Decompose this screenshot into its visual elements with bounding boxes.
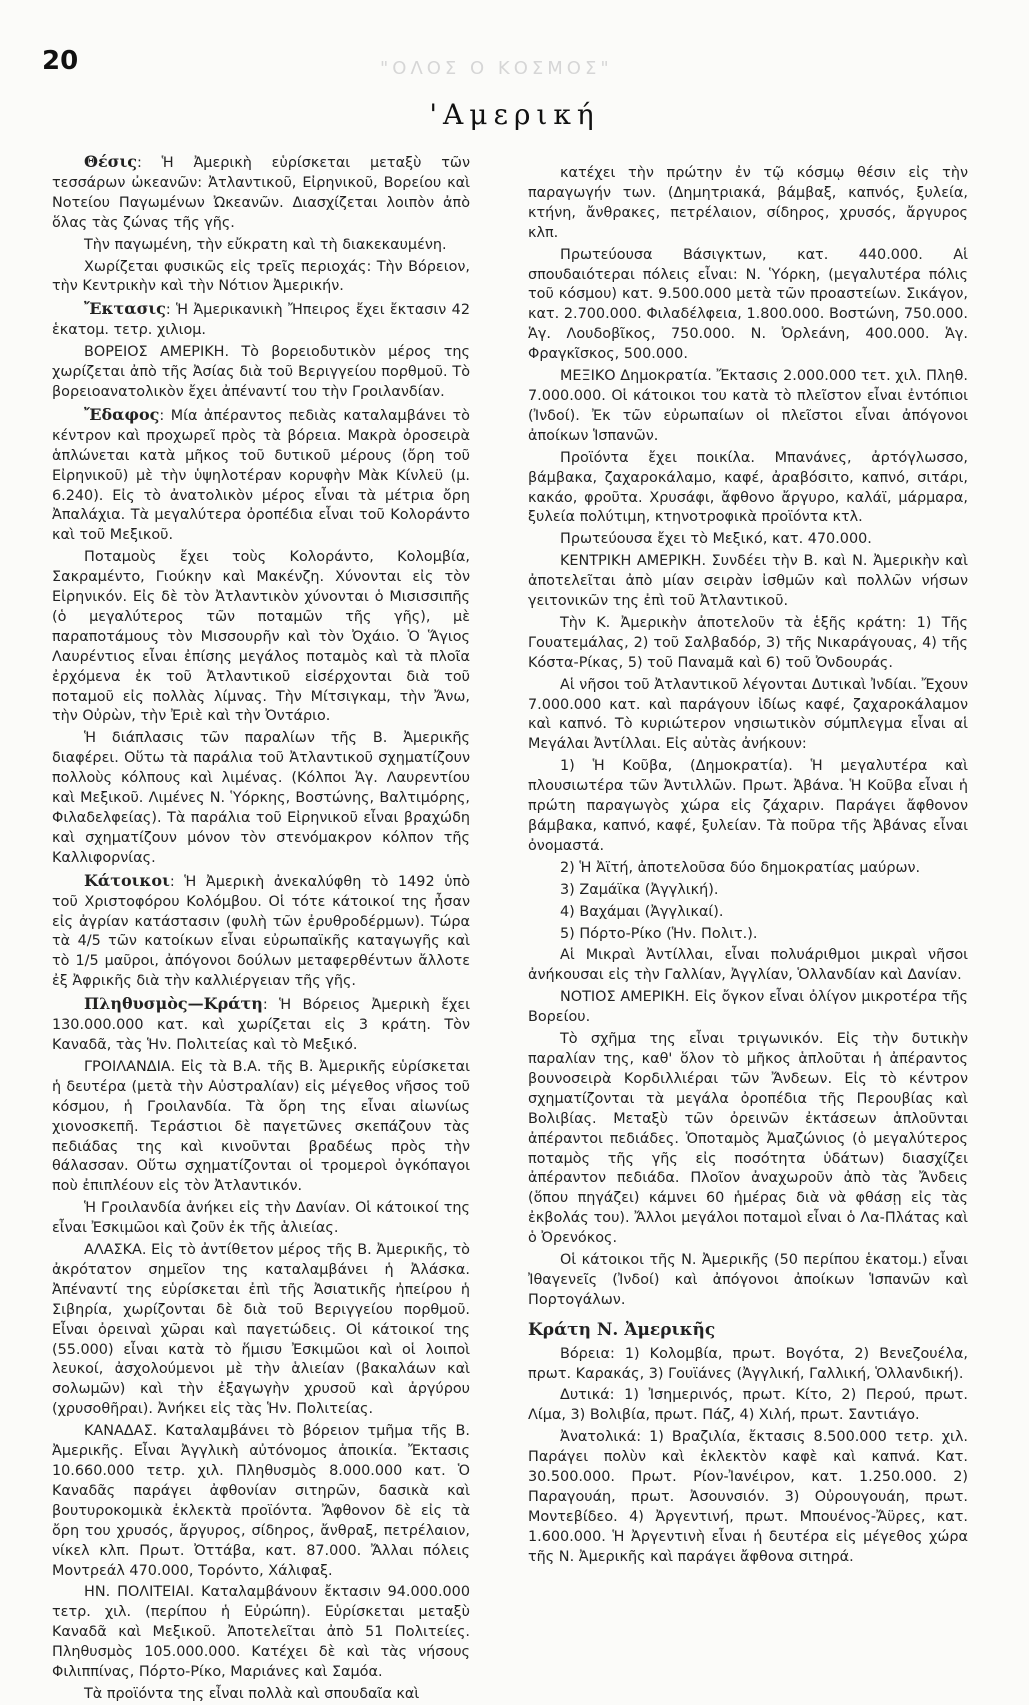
paragraph-text: Βόρεια: 1) Κολομβία, πρωτ. Βογότα, 2) Βενεζουέλα, πρωτ. Καρακάς, 3) Γουϊάνες (Ἀγγλική, Γαλλική, Ὁλλανδική). [528,1345,968,1382]
paragraph-lead: Ἔκτασις [84,299,166,319]
paragraph [528,552,968,612]
section-heading: Κράτη Ν. Ἀμερικῆς [528,1319,716,1340]
paragraph-text: Προϊόντα ἔχει ποικίλα. Μπανάνες, ἀρτόγλωσσο, βάμβακα, ζαχαροκάλαμο, καφέ, ἀραβόσιτο, καπνό, σιτάρι, κακάο, φροῦτα. Χρυσάφι, ἄφθονο ἄργυρο, καλάϊ, μάρμαρα, ξυλεία πολύτιμη, κτηνοτροφικὰ προϊόντα κτλ. [528,449,968,526]
right-column [528,164,968,1568]
paragraph [52,258,470,298]
page-title: 'Αμερική [429,98,600,131]
paragraph [52,152,470,234]
paragraph-text: 4) Βαχάμαι (Ἀγγλικαί). [560,903,724,920]
paragraph-text: ΚΑΝΑΔΑΣ. Καταλαμβάνει τὸ βόρειον τμῆμα τῆς Β. Ἀμερικῆς. Εἶναι Ἀγγλικὴ αὐτόνομος ἀποικία. Ἔκτασις 10.660.000 τετρ. χιλ. Πληθυσμὸς 8.000.000 κατ. Ὁ Καναδᾶς παράγει ἀφθονίαν σιτηρῶν, δασικὰ καὶ βουτυροκομικὰ ἐκλεκτὰ προϊόντα. Ἄφθονον δὲ εἰς τὰ ὄρη του χρυσός, ἄργυρος, σίδηρος, ἄνθραξ, πετρέλαιον, νίκελ κλπ. Πρωτ. Ὀττάβα, κατ. 87.000. Ἄλλαι πόλεις Μοντρεάλ 470.000, Τορόντο, Χάλιφαξ. [52,1423,470,1579]
paragraph-text: Ἡ διάπλασις τῶν παραλίων τῆς Β. Ἀμερικῆς διαφέρει. Οὕτω τὰ παράλια τοῦ Ἀτλαντικοῦ σχηματίζουν πολλοὺς κόλπους καὶ λιμένας. (Κόλποι Ἁγ. Λαυρεντίου καὶ Μεξικοῦ. Λιμένες Ν. Ὑόρκης, Βοστώνης, Βαλτιμόρης, Φιλαδελφείας). Τὰ παράλια τοῦ Εἰρηνικοῦ εἶναι βραχώδη καὶ σχηματίζουν μόνον τὸν στενόμακρον κόλπον τῆς Καλλιφορνίας. [52,730,470,866]
paragraph-text: : Ἡ Ἀμερικὴ ἀνεκαλύφθη τὸ 1492 ὑπὸ τοῦ Χριστοφόρου Κολόμβου. Οἱ τότε κάτοικοί της ἦσαν εἰς ἀγρίαν κατάστασιν (φυλὴ τῶν ἐρυθροδέρμων). Τώρα τὰ 4/5 τῶν κατοίκων εἶναι εὐρωπαϊκῆς καταγωγῆς καὶ τὸ 1/5 μαῦροι, ἀπόγονοι δούλων μεταφερθέντων ἄλλοτε ἐξ Ἀφρικῆς διὰ τὴν καλλιέργειαν τῆς γῆς. [52,873,470,990]
paragraph-text: Ποταμοὺς ἔχει τοὺς Κολοράντο, Κολομβία, Σακραμέντο, Γιούκην καὶ Μακένζη. Χύνονται εἰς τὸν Εἰρηνικόν. Εἰς δὲ τὸν Ἀτλαντικὸν χύνονται ὁ Μισισσιπῆς (ὁ μεγαλύτερος τῶν ποταμῶν τῆς γῆς), μὲ παραποτάμους τὸν Μισσουρῆν καὶ τὸν Ὀχάιο. Ὁ Ἅγιος Λαυρέντιος εἶναι ἐπίσης μεγάλος ποταμὸς καὶ τὰ πλοῖα ἐρχόμενα ἐκ τοῦ Ἀτλαντικοῦ εἰσέρχονται διὰ τοῦ ποταμοῦ εἰς πολλὰς λίμνας. Τὴν Μίτσιγκαμ, τὴν Ἄνω, τὴν Οὐρὼν, τὴν Ἐριὲ καὶ τὴν Ὀντάριο. [52,549,470,725]
paragraph-lead: Θέσις [84,152,137,171]
paragraph-text: κατέχει τὴν πρώτην ἐν τῷ κόσμῳ θέσιν εἰς τὴν παραγωγήν των. (Δημητριακά, βάμβαξ, καπνός, ξυλεία, κτήνη, ἄνθρακες, πετρέλαιον, σίδηρος, χρυσός, ἄργυρος κλπ. [528,165,968,241]
paragraph [528,903,968,923]
paragraph-lead: Κάτοικοι [84,870,170,890]
paragraph [528,367,968,447]
paragraph [52,343,470,403]
paragraph [52,871,470,992]
paragraph-text: Τὸ σχῆμα της εἶναι τριγωνικόν. Εἰς τὴν δυτικὴν παραλίαν της, καθ' ὅλον τὸ μῆκος ἁπλοῦται ἡ ἀπέραντος βουνοσειρὰ Κορδιλλιέραι τῶν Ἄνδεων. Εἰς τὸ κέντρον σχηματίζονται τὰ μεγάλα ὀροπέδια τῆς Περουβίας καὶ Βολιβίας. Μεταξὺ τῶν ὀρεινῶν ἐκτάσεων ἁπλοῦνται ἀπέραντοι πεδιάδες. Ὁποταμὸς Ἀμαζώνιος (ὁ μεγαλύτερος ποταμὸς τῆς γῆς εἰς ποσότητα ὑδάτων) διασχίζει ἀπέραντον πεδιάδα. Πλοῖον ἀναχωροῦν ἀπὸ τὰς Ἄνδεις (ὅπου πηγάζει) κάμνει 60 ἡμέρας διὰ νὰ φθάσῃ εἰς τὰς ἐκβολάς του). Ἄλλοι μεγάλοι ποταμοὶ εἶναι ὁ Λα-Πλάτας καὶ ὁ Ὀρενόκος. [528,1031,968,1247]
paragraph-text: 3) Ζαμάϊκα (Ἀγγλική). [560,881,719,898]
paragraph [52,1058,470,1197]
paragraph-text: Δυτικά: 1) Ἰσημερινός, πρωτ. Κίτο, 2) Περού, πρωτ. Λίμα, 3) Βολιβία, πρωτ. Πάζ, 4) Χιλή, πρωτ. Σαντιάγο. [528,1387,968,1424]
paragraph-text: 2) Ἡ Ἀϊτή, ἀποτελοῦσα δύο δημοκρατίας μαύρων. [560,859,921,876]
paragraph [52,548,470,727]
paragraph [528,614,968,674]
paragraph [52,729,470,868]
paragraph-text: ΓΡΟΙΛΑΝΔΙΑ. Εἰς τὰ Β.Α. τῆς Β. Ἀμερικῆς εὑρίσκεται ἡ δευτέρα (μετὰ τὴν Αὐστραλίαν) εἰς μέγεθος νῆσος τοῦ κόσμου, ἡ Γροιλανδία. Τὰ ὄρη της εἶναι αἰωνίως χιονοσκεπῆ. Τεράστιοι δὲ παγετῶνες σκεπάζουν τὰς πεδιάδας της καὶ κινοῦνται βραδέως πρὸς τὴν θάλασσαν. Οὕτω σχηματίζονται οἱ τρομεροὶ ὀγκόπαγοι ποὺ ἐπιπλέουν εἰς τὸν Ἀτλαντικόν. [52,1058,470,1195]
paragraph [528,676,968,756]
paragraph-text: Πρωτεύουσα Βάσιγκτων, κατ. 440.000. Αἱ σπουδαιότεραι πόλεις εἶναι: Ν. Ὑόρκη, (μεγαλυτέρα πόλις τοῦ κόσμου) κατ. 9.500.000 μετὰ τῶν προαστείων. Σικάγον, κατ. 2.700.000. Φιλαδέλφεια, 1.800.000. Βοστώνη, 750.000. Ἁγ. Λουδοβῖκος, 750.000. Ν. Ὀρλεάνη, 400.000. Ἁγ. Φραγκῖσκος, 500.000. [528,246,968,363]
paragraph [528,530,968,550]
paragraph-text: 5) Πόρτο-Ρίκο (Ἡν. Πολιτ.). [560,925,758,942]
paragraph-text: Χωρίζεται φυσικῶς εἰς τρεῖς περιοχάς: Τὴν Βόρειον, τὴν Κεντρικὴν καὶ τὴν Νότιον Ἀμερικήν. [52,258,470,295]
paragraph-text: Ἀνατολικά: 1) Βραζιλία, ἔκτασις 8.500.000 τετρ. χιλ. Παράγει πολὺν καὶ ἐκλεκτὸν καφὲ καὶ καπνά. Κατ. 30.500.000. Πρωτ. Ρίον-Ἰανέιρον, κατ. 1.250.000. 2) Παραγουάη, πρωτ. Ἀσουνσιόν. 3) Οὐρουγουάη, πρωτ. Μοντεβίδεο. 4) Ἀργεντινή, πρωτ. Μπουένος-Ἄϋρες, κατ. 1.600.000. Ἡ Ἀργεντινὴ εἶναι ἡ δευτέρα εἰς μέγεθος χώρα τῆς Ν. Ἀμερικῆς καὶ παράγει ἄφθονα σιτηρά. [528,1429,968,1565]
page-number: 20 [42,46,79,76]
paragraph [528,449,968,529]
paragraph-text: : Ἡ Ἀμερικανικὴ Ἤπειρος ἔχει ἔκτασιν 42 ἑκατομ. τετρ. χιλιομ. [52,302,470,339]
paragraph [528,946,968,986]
left-column [52,152,470,1705]
paragraph-text: Τὴν Κ. Ἀμερικὴν ἀποτελοῦν τὰ ἑξῆς κράτη: 1) Τῆς Γουατεμάλας, 2) τοῦ Σαλβαδόρ, 3) τῆς Νικαράγουας, 4) τῆς Κόστα-Ρίκας, 5) τοῦ Παναμᾶ καὶ 6) τοῦ Ὀνδουράς. [528,614,968,671]
paragraph-text: : Ἡ Ἀμερικὴ εὑρίσκεται μεταξὺ τῶν τεσσάρων ὠκεανῶν: Ἀτλαντικοῦ, Εἰρηνικοῦ, Βορείου καὶ Νοτείου Παγωμένων Ὠκεανῶν. Διασχίζεται λοιπὸν ἀπὸ ὅλας τὰς ζώνας τῆς γῆς. [52,155,470,231]
paragraph [528,925,968,945]
paragraph [52,1583,470,1683]
paragraph [52,1685,470,1705]
paragraph-text: ΜΕΞΙΚΟ Δημοκρατία. Ἔκτασις 2.000.000 τετ. χιλ. Πληθ. 7.000.000. Οἱ κάτοικοι του κατὰ τὸ πλεῖστον εἶναι ἐντόπιοι (Ἰνδοί). Ἐκ τῶν εὐρωπαίων οἱ πλεῖστοι εἶναι ἀπόγονοι ἀποίκων Ἱσπανῶν. [528,368,968,444]
paragraph-text: ΑΛΑΣΚΑ. Εἰς τὸ ἀντίθετον μέρος τῆς Β. Ἀμερικῆς, τὸ ἀκρότατον σημεῖον της καταλαμβάνει ἡ Ἀλάσκα. Ἀπέναντί της εὑρίσκεται ἐπὶ τῆς Ἀσιατικῆς ἠπείρου ἡ Σιβηρία, χωρίζονται δὲ διὰ τοῦ Βεριγγείου πορθμοῦ. Εἶναι ὀρειναὶ χῶραι καὶ παγετώδεις. Οἱ κάτοικοί της (55.000) εἶναι κατὰ τὸ ἥμισυ Ἐσκιμῶοι καὶ οἱ λοιποὶ λευκοί, ἀσχολούμενοι μὲ τὴν ἁλιείαν (βακαλάων καὶ σολωμῶν) καὶ τὴν ἐξαγωγὴν χρυσοῦ καὶ ἀργύρου (χρυσοθῆραι). Ἀνήκει εἰς τὰς Ἡν. Πολιτείας. [52,1242,470,1418]
paragraph-text: : Μία ἀπέραντος πεδιὰς καταλαμβάνει τὸ κέντρον καὶ προχωρεῖ πρὸς τὰ βόρεια. Μακρὰ ὀροσειρὰ ἁπλώνεται κατὰ μῆκος τοῦ δυτικοῦ μέρους (ὄρη τοῦ Εἰρηνικοῦ) μὲ τὴν ὑψηλοτέραν κορυφὴν Μὰκ Κίνλεϋ (μ. 6.240). Εἰς τὸ ἀνατολικὸν μέρος εἶναι τὰ μέτρια ὄρη Ἀπαλάχια. Τὰ μεγαλύτερα ὀροπέδια εἶναι τοῦ Κολοράντο καὶ τοῦ Μεξικοῦ. [52,407,470,544]
paragraph [528,246,968,365]
paragraph-text: 1) Ἡ Κοῦβα, (Δημοκρατία). Ἡ μεγαλυτέρα καὶ πλουσιωτέρα τῶν Ἀντιλλῶν. Πρωτ. Ἀβάνα. Ἡ Κοῦβα εἶναι ἡ πρώτη παραγωγὸς χώρα εἰς ζάχαριν. Παράγει ἄφθονον βάμβακα, καπνό, καφέ, ξυλείαν. Τὰ ποῦρα τῆς Ἀβάνας εἶναι ὀνομαστά. [528,758,968,854]
paragraph-text: Αἱ Μικραὶ Ἀντίλλαι, εἶναι πολυάριθμοι μικραὶ νῆσοι ἀνήκουσαι εἰς τὴν Γαλλίαν, Ἀγγλίαν, Ὁλλανδίαν καὶ Δανίαν. [528,947,968,984]
paragraph-text: Αἱ νῆσοι τοῦ Ἀτλαντικοῦ λέγονται Δυτικαὶ Ἰνδίαι. Ἔχουν 7.000.000 κατ. καὶ παράγουν ἰδίως καφέ, ζαχαροκάλαμον καὶ καπνό. Τὸ κυριώτερον νησιωτικὸν σύμπλεγμα εἶναι αἱ Μεγάλαι Ἀντίλλαι. Εἰς αὐτὰς ἀνήκουν: [528,676,968,753]
paragraph [528,1428,968,1567]
paragraph [52,1422,470,1581]
paragraph-text: Πρωτεύουσα ἔχει τὸ Μεξικό, κατ. 470.000. [560,531,872,548]
paragraph-text: Ἡ Γροιλανδία ἀνήκει εἰς τὴν Δανίαν. Οἱ κάτοικοί της εἶναι Ἐσκιμῶοι καὶ ζοῦν ἐκ τῆς ἁλιείας. [52,1200,470,1237]
paragraph [528,881,968,901]
paragraph [52,236,470,256]
paragraph [52,1241,470,1420]
paragraph-text: ΗΝ. ΠΟΛΙΤΕΙΑΙ. Καταλαμβάνουν ἔκτασιν 94.000.000 τετρ. χιλ. (περίπου ἡ Εὐρώπη). Εὑρίσκεται μεταξὺ Καναδᾶ καὶ Μεξικοῦ. Ἀποτελεῖται ἀπὸ 51 Πολιτείες. Πληθυσμὸς 105.000.000. Κατέχει δὲ καὶ τὰς νήσους Φιλιππίνας, Πόρτο-Ρίκο, Μαριάνες καὶ Σαμόα. [52,1584,470,1681]
paragraph [528,1345,968,1385]
paragraph-text: Τὴν παγωμένη, τὴν εὔκρατη καὶ τὴ διακεκαυμένη. [84,236,447,253]
running-header: "ΟΛΟΣ Ο ΚΟΣΜΟΣ" [380,58,613,79]
paragraph-text: : Ἡ Βόρειος Ἀμερικὴ ἔχει 130.000.000 κατ. καὶ χωρίζεται εἰς 3 κράτη. Τὸν Καναδᾶ, τὰς Ἡν. Πολιτείας καὶ τὸ Μεξικό. [52,997,470,1053]
paragraph-lead: Πληθυσμὸς—Κράτη [84,994,263,1014]
paragraph [528,757,968,857]
paragraph [528,859,968,879]
paragraph [52,1199,470,1239]
paragraph [52,994,470,1056]
paragraph-text: ΒΟΡΕΙΟΣ ΑΜΕΡΙΚΗ. Τὸ βορειοδυτικὸν μέρος της χωρίζεται ἀπὸ τῆς Ἀσίας διὰ τοῦ Βεριγγείου πορθμοῦ. Τὸ βορειοανατολικὸν ἔχει ἀπέναντί του τὴν Γροιλανδίαν. [52,344,470,400]
paragraph-text: Τὰ προϊόντα της εἶναι πολλὰ καὶ σπουδαῖα καὶ [84,1685,420,1702]
paragraph [52,405,470,546]
paragraph [528,1386,968,1426]
paragraph [528,1030,968,1249]
paragraph [528,988,968,1028]
paragraph-text: ΚΕΝΤΡΙΚΗ ΑΜΕΡΙΚΗ. Συνδέει τὴν Β. καὶ Ν. Ἀμερικὴν καὶ ἀποτελεῖται ἀπὸ μίαν σειρὰν ἰσθμῶν καὶ πολλῶν νήσων γειτονικῶν της ἐπὶ τοῦ Ἀτλαντικοῦ. [528,553,968,610]
paragraph [52,299,470,341]
paragraph [528,1251,968,1311]
paragraph [528,164,968,244]
paragraph-lead: Ἔδαφος [84,404,160,424]
paragraph-text: ΝΟΤΙΟΣ ΑΜΕΡΙΚΗ. Εἰς ὄγκον εἶναι ὀλίγον μικροτέρα τῆς Βορείου. [528,989,968,1026]
paragraph-text: Οἱ κάτοικοι τῆς Ν. Ἀμερικῆς (50 περίπου ἑκατομ.) εἶναι Ἰθαγενεῖς (Ἰνδοί) καὶ ἀπόγονοι ἀποίκων Ἱσπανῶν καὶ Πορτογάλων. [528,1252,968,1308]
